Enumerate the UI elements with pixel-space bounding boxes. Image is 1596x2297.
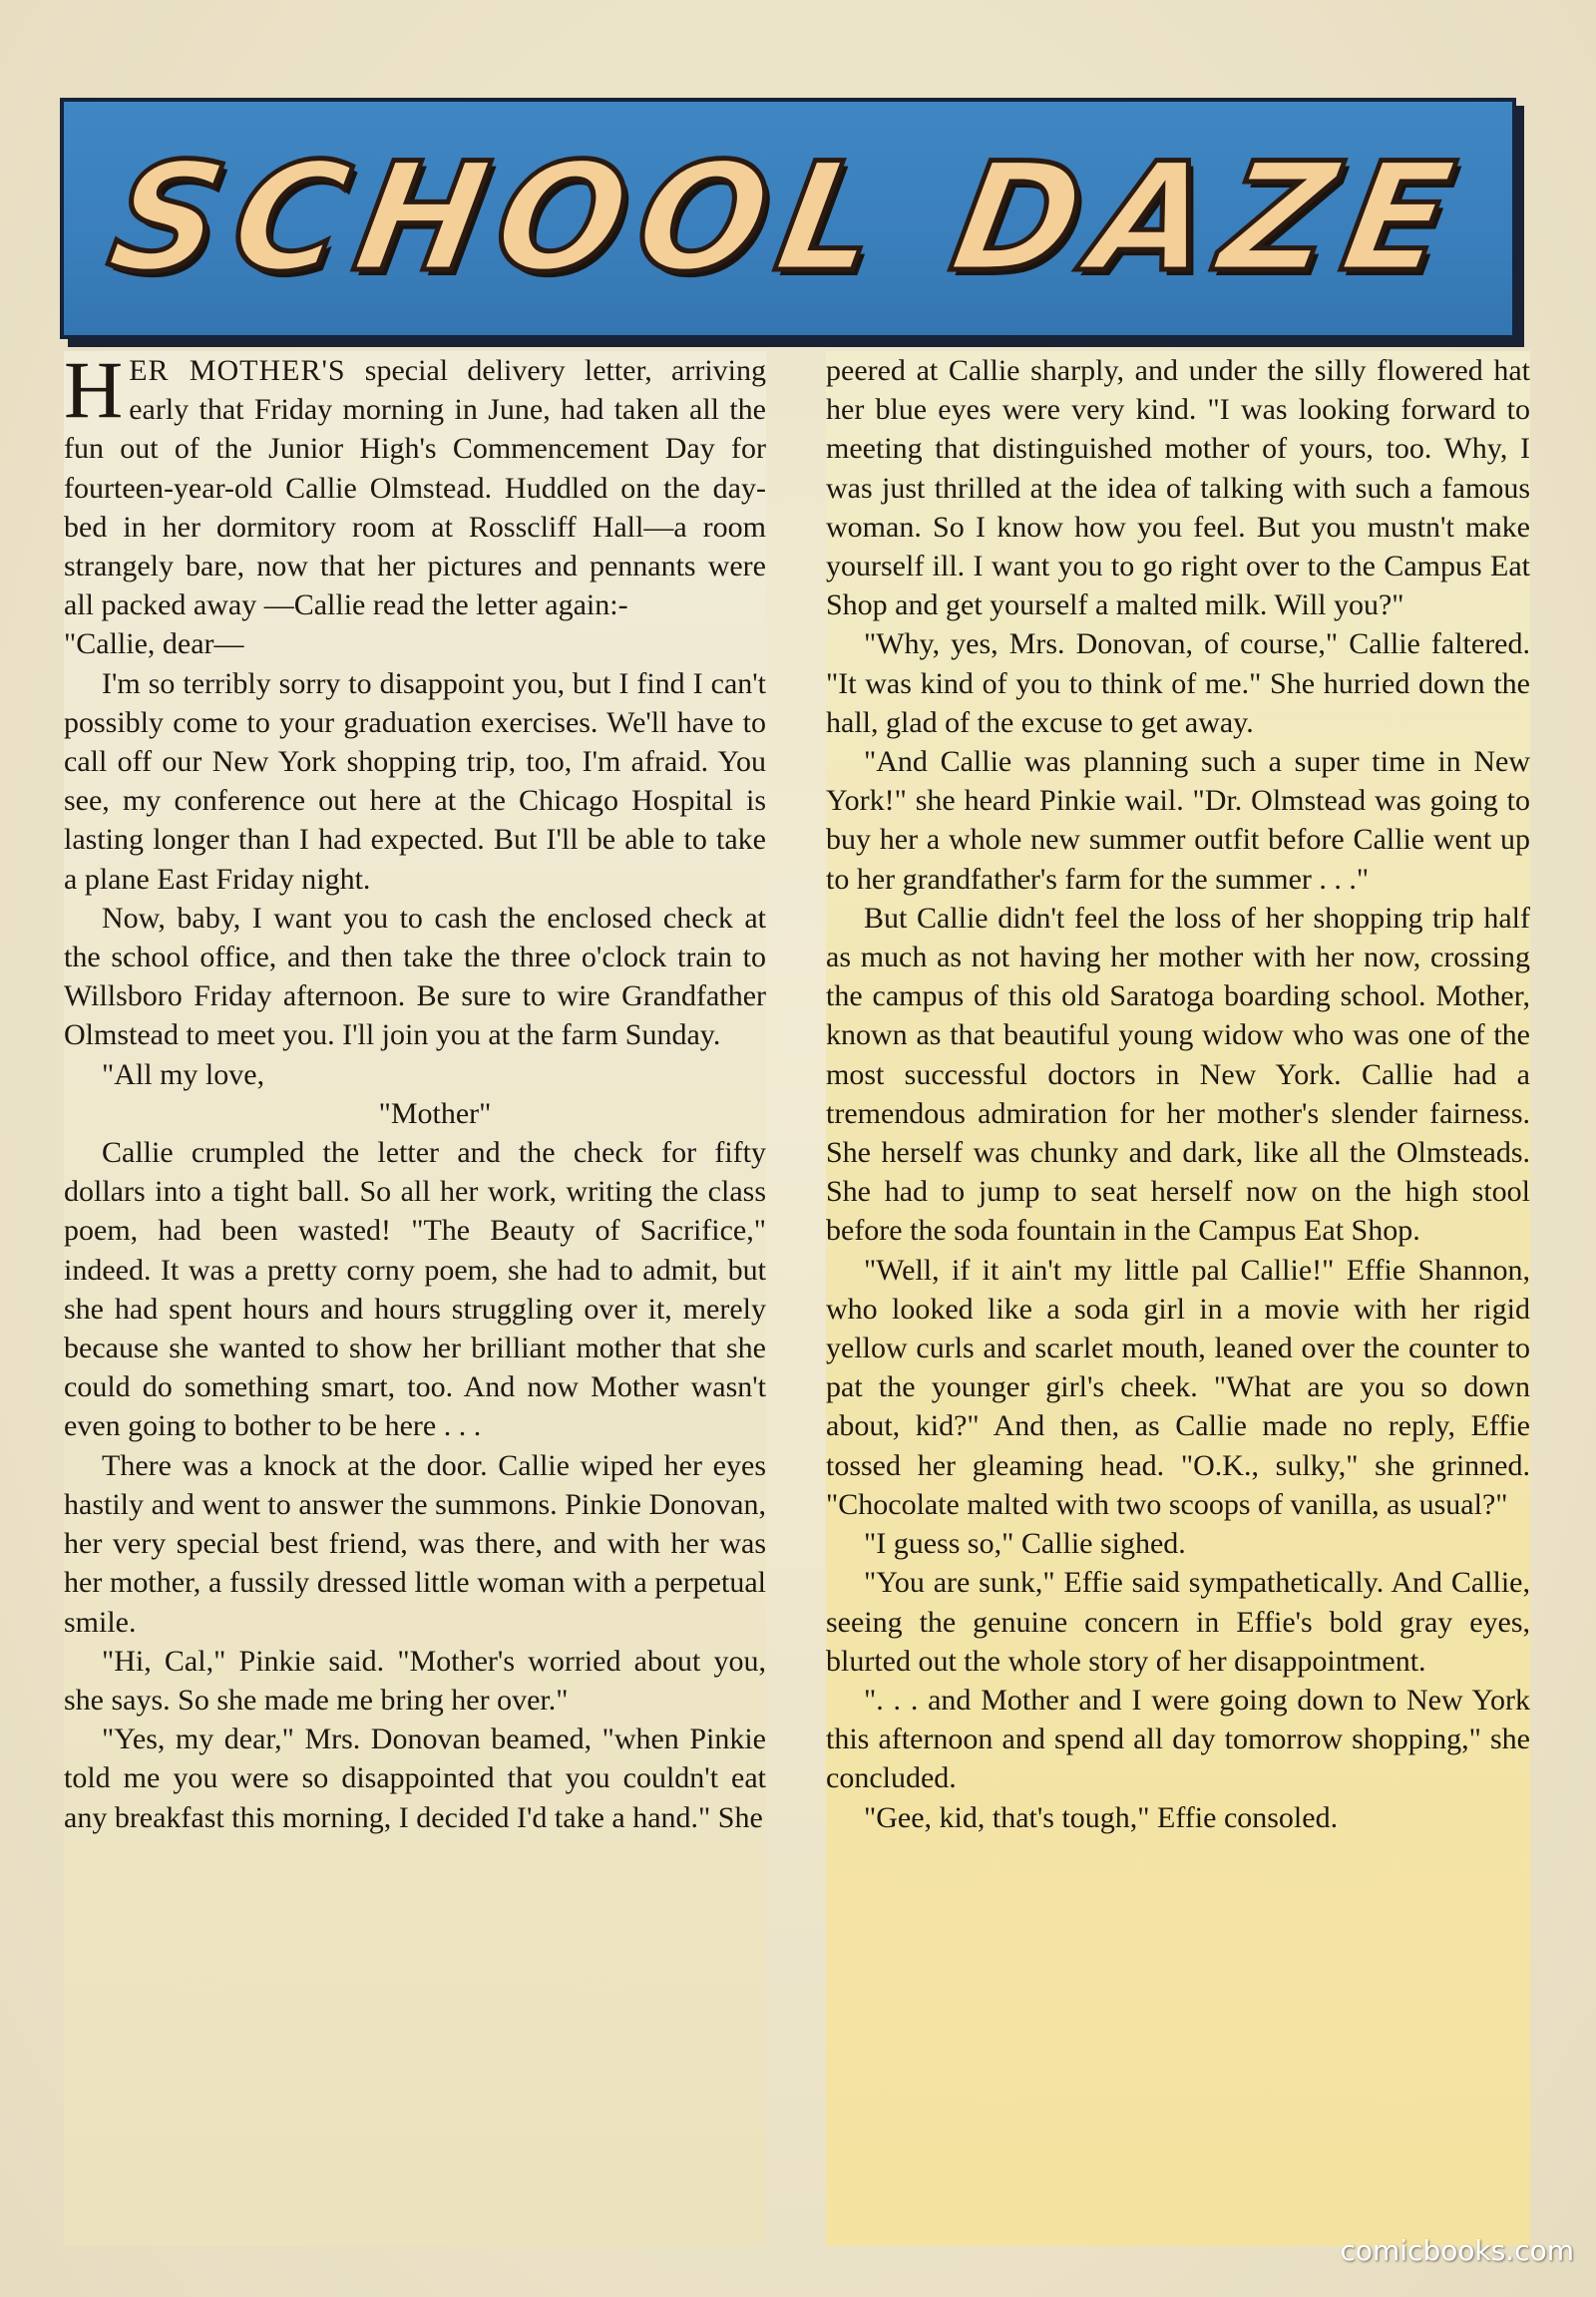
opening-text: special delivery letter, arriving early that Friday morning in June, had taken all the fun out of the Junior High's Commencement Day for fourteen-year-old Callie Olmstead. Huddled on the day-bed in her dormitory room at Rosscliff Hall—a room strangely bare, now that her pictures and pennants were all packed away —Callie read the letter again:- bbox=[64, 354, 766, 622]
letter-signature: "Mother" bbox=[378, 1096, 492, 1130]
paragraph: "Well, if it ain't my little pal Callie!" Effie Shannon, who looked like a soda girl in a movie with her rigid yellow curls and scarlet mouth, leaned over the counter to pat the younger girl's cheek. "What are you so down about, kid?" And then, as Callie made no reply, Effie tossed her gleaming head. "O.K., sulky," she grinned. "Chocolate malted with two scoops of vanilla, as usual?" bbox=[826, 1253, 1530, 1521]
story-title: SCHOOL DAZE bbox=[98, 132, 1478, 305]
paragraph: "Callie, dear— bbox=[64, 627, 244, 661]
paragraph: Now, baby, I want you to cash the enclosed check at the school office, and then take the three o'clock train to Willsboro Friday afternoon. Be sure to wire Grandfather Olmstead to meet you. I'll join you at the farm Sunday. bbox=[64, 901, 766, 1052]
opening-caps: ER MOTHER'S bbox=[129, 354, 346, 387]
paragraph: "All my love, bbox=[102, 1057, 265, 1091]
left-text-column bbox=[64, 351, 766, 2246]
right-text-column bbox=[826, 351, 1530, 2246]
paragraph: There was a knock at the door. Callie wiped her eyes hastily and went to answer the summons. Pinkie Donovan, her very special best friend, was there, and with her was her mother, a fussily dressed little woman with a perpetual smile. bbox=[64, 1448, 766, 1639]
paragraph: "You are sunk," Effie said sympathetically. And Callie, seeing the genuine concern in Effie's bold gray eyes, blurted out the whole story of her disappointment. bbox=[826, 1566, 1530, 1678]
paragraph: But Callie didn't feel the loss of her shopping trip half as much as not having her mother with her now, crossing the campus of this old Saratoga boarding school. Mother, known as that beautiful young widow who was one of the most successful doctors in New York. Callie had a tremendous admiration for her mother's slender fairness. She herself was chunky and dark, like all the Olmsteads. She had to jump to seat herself now on the high stool before the soda fountain in the Campus Eat Shop. bbox=[826, 901, 1530, 1248]
opening-paragraph bbox=[64, 351, 766, 624]
paragraph: I'm so terribly sorry to disappoint you, but I find I can't possibly come to your graduation exercises. We'll have to call off our New York shopping trip, too, I'm afraid. You see, my conference out here at the Chicago Hospital is lasting longer than I had expected. But I'll be able to take a plane East Friday night. bbox=[64, 666, 766, 896]
paragraph: "Why, yes, Mrs. Donovan, of course," Callie faltered. "It was kind of you to think of me." She hurried down the hall, glad of the excuse to get away. bbox=[826, 627, 1530, 739]
paragraph: peered at Callie sharply, and under the silly flowered hat her blue eyes were very kind. "I was looking forward to meeting that distinguished mother of yours, too. Why, I was just thrilled at the idea of talking with such a famous woman. So I know how you feel. But you mustn't make yourself ill. I want you to go right over to the Campus Eat Shop and get yourself a malted milk. Will you?" bbox=[826, 354, 1530, 622]
paragraph: "And Callie was planning such a super time in New York!" she heard Pinkie wail. "Dr. Olmstead was going to buy her a whole new summer outfit before Callie went up to her grandfather's farm for the summer . . ." bbox=[826, 745, 1530, 896]
paragraph: "I guess so," Callie sighed. bbox=[864, 1527, 1186, 1561]
paragraph: "Gee, kid, that's tough," Effie consoled. bbox=[864, 1800, 1339, 1834]
drop-cap: H bbox=[64, 351, 124, 435]
title-banner bbox=[60, 98, 1516, 339]
paragraph: "Yes, my dear," Mrs. Donovan beamed, "when Pinkie told me you were so disappointed that you couldn't eat any breakfast this morning, I decided I'd take a hand." She bbox=[64, 1723, 766, 1834]
site-watermark: comicbooks.com bbox=[1340, 2234, 1574, 2267]
paragraph: "Hi, Cal," Pinkie said. "Mother's worried about you, she says. So she made me bring her over." bbox=[64, 1644, 766, 1717]
paragraph: ". . . and Mother and I were going down to New York this afternoon and spend all day tomorrow shopping," she concluded. bbox=[826, 1683, 1530, 1795]
paragraph: Callie crumpled the letter and the check for fifty dollars into a tight ball. So all her work, writing the class poem, had been wasted! "The Beauty of Sacrifice," indeed. It was a pretty corny poem, she had to admit, but she had spent hours and hours struggling over it, merely because she wanted to show her brilliant mother that she could do something smart, too. And now Mother wasn't even going to bother to be here . . . bbox=[64, 1136, 766, 1443]
